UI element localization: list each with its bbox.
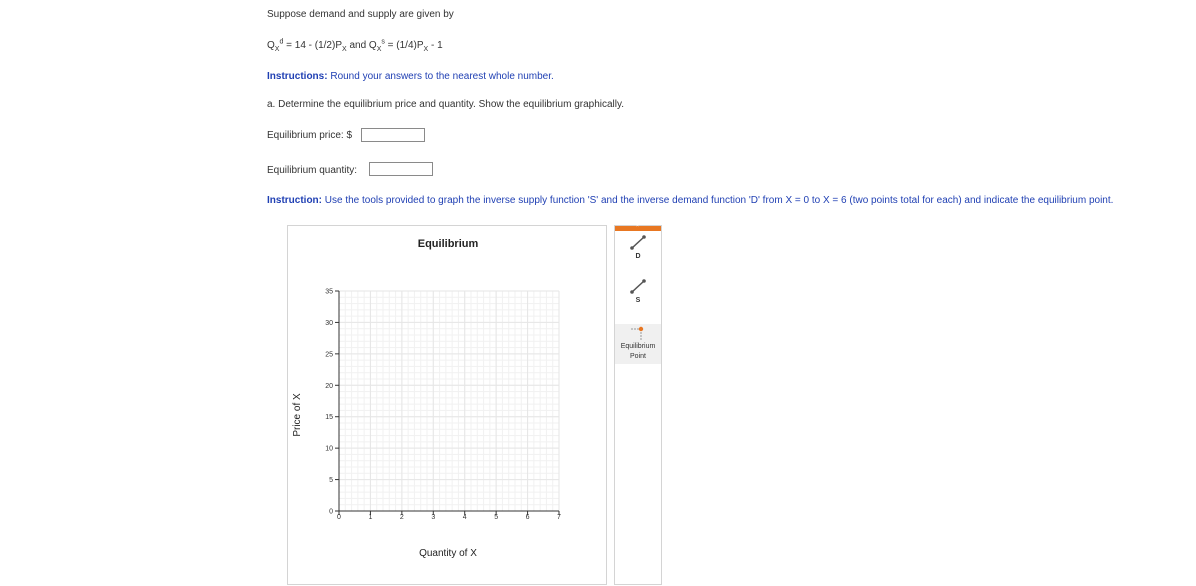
chart-title: Equilibrium xyxy=(417,238,479,250)
line-tool-icon xyxy=(628,278,648,294)
tool-supply-label: S xyxy=(635,297,641,304)
eq-and: and xyxy=(346,40,369,51)
eq-rhs2b: - 1 xyxy=(428,40,443,51)
graph-instruction-label: Instruction: xyxy=(267,195,322,206)
tool-eq-label-2: Point xyxy=(630,353,646,360)
y-tick-label: 15 xyxy=(325,414,333,422)
graph-instruction xyxy=(267,195,1113,206)
tool-demand-line[interactable] xyxy=(615,234,661,260)
x-axis-label: Quantity of X xyxy=(419,548,477,559)
point-drop-icon xyxy=(628,324,648,342)
y-tick-label: 35 xyxy=(325,288,333,296)
price-input[interactable] xyxy=(361,128,425,142)
x-tick-label: 7 xyxy=(557,514,561,521)
tool-eq-label-1: Equilibrium xyxy=(620,343,656,350)
instructions xyxy=(267,71,554,82)
tool-supply-line[interactable] xyxy=(615,278,661,304)
x-tick-label: 0 xyxy=(337,514,341,521)
eq-q1: Q xyxy=(267,40,275,51)
y-axis-label: Price of X xyxy=(292,393,303,437)
eq-sup2: s xyxy=(381,38,385,46)
instructions-label: Instructions: xyxy=(267,71,328,82)
tool-equilibrium-point[interactable] xyxy=(615,324,661,364)
price-label: Equilibrium price: $ xyxy=(267,130,353,141)
tool-panel-header xyxy=(615,223,661,231)
graph-panel[interactable] xyxy=(287,225,607,585)
x-tick-label: 1 xyxy=(368,514,373,521)
y-tick-label: 0 xyxy=(329,508,333,516)
eq-rhs2: = (1/4)P xyxy=(384,40,424,51)
graph-instruction-text: Use the tools provided to graph the inverse supply function 'S' and the inverse demand function 'D' from X = 0 to X = 6 (two points total for each) and indicate the equilibrium point. xyxy=(322,195,1114,206)
eq-rhs1: = 14 - (1/2)P xyxy=(283,40,342,51)
question-intro: Suppose demand and supply are given by xyxy=(267,9,454,20)
eq-sub4: X xyxy=(423,46,429,53)
tool-header-mark: × xyxy=(636,223,639,229)
x-tick-label: 2 xyxy=(399,514,404,521)
eq-sub2: X xyxy=(342,46,347,53)
eq-sup1: d xyxy=(279,38,284,46)
y-tick-label: 25 xyxy=(325,351,333,359)
part-a-text: a. Determine the equilibrium price and quantity. Show the equilibrium graphically. xyxy=(267,99,625,110)
chart[interactable] xyxy=(288,226,608,586)
x-tick-label: 3 xyxy=(431,514,436,521)
eq-sub1: X xyxy=(274,46,280,53)
x-tick-label: 5 xyxy=(494,514,499,521)
tool-demand-label: D xyxy=(635,253,641,260)
instructions-text: Round your answers to the nearest whole number. xyxy=(327,71,554,82)
y-tick-label: 10 xyxy=(325,445,333,453)
tool-panel xyxy=(614,225,662,585)
quantity-label: Equilibrium quantity: xyxy=(267,165,358,176)
y-tick-label: 30 xyxy=(325,319,333,327)
line-tool-icon xyxy=(628,234,648,250)
eq-sub3: X xyxy=(376,46,382,53)
y-tick-label: 5 xyxy=(329,477,333,485)
y-tick-label: 20 xyxy=(325,382,333,390)
eq-q2: Q xyxy=(368,40,377,51)
quantity-input[interactable] xyxy=(369,162,433,176)
equations xyxy=(267,40,443,51)
x-tick-label: 4 xyxy=(462,514,467,521)
x-tick-label: 6 xyxy=(525,514,530,521)
